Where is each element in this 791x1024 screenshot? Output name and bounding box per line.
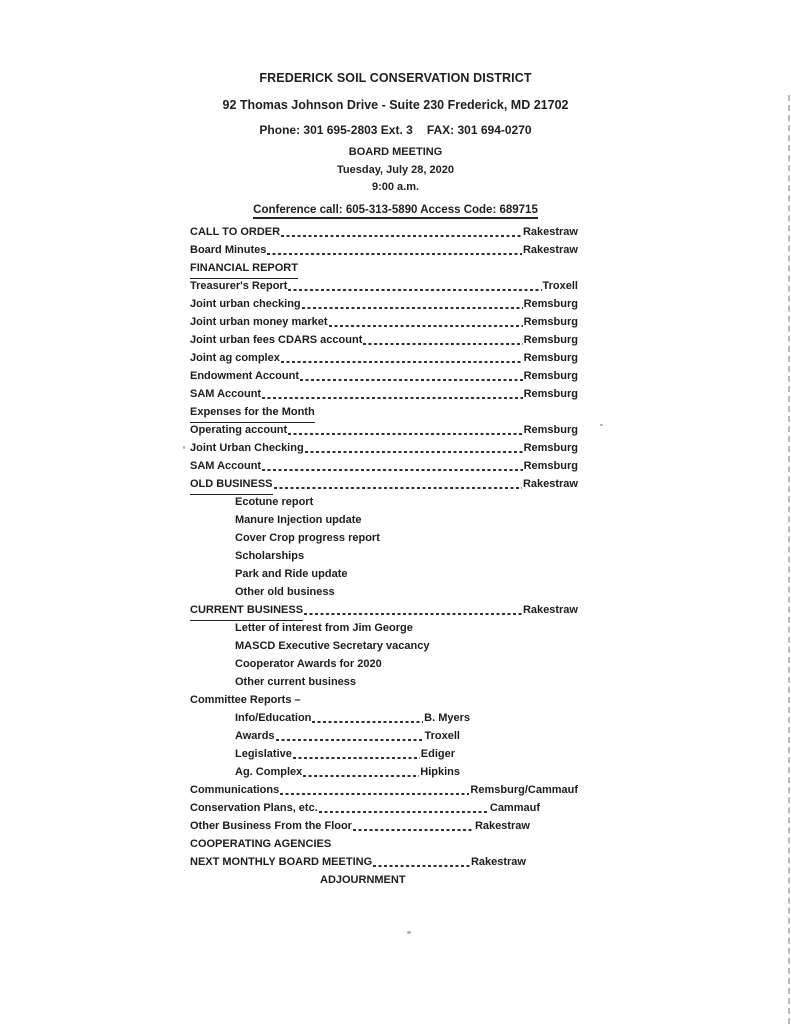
scan-speck [600, 424, 603, 426]
agenda-item-assignee: Cammauf [489, 802, 540, 814]
agenda-item-label: Endowment Account [190, 370, 299, 382]
agenda-item-label: NEXT MONTHLY BOARD MEETING [190, 856, 373, 868]
dash-leader [267, 253, 522, 255]
agenda-item-label: Cooperator Awards for 2020 [235, 658, 382, 670]
agenda-item-label: Committee Reports – [190, 694, 301, 706]
agenda-item-label: Other Business From the Floor [190, 820, 352, 832]
agenda-item-assignee: Remsburg [523, 370, 578, 382]
document-header [0, 0, 791, 219]
dash-leader [274, 487, 522, 489]
agenda-row [190, 331, 578, 349]
agenda-item-label: COOPERATING AGENCIES [190, 838, 332, 850]
district-address: 92 Thomas Johnson Drive - Suite 230 Frederick, MD 21702 [222, 98, 569, 112]
agenda-item-label: Ecotune report [235, 496, 314, 508]
dash-leader [303, 775, 419, 777]
agenda-list [190, 223, 578, 889]
agenda-item-label: Joint urban fees CDARS account [190, 334, 363, 346]
agenda-row [190, 259, 578, 277]
agenda-item-label: Expenses for the Month [190, 403, 315, 423]
agenda-item-label: ADJOURNMENT [320, 874, 406, 886]
agenda-item-label: SAM Account [190, 460, 262, 472]
agenda-item-assignee: Remsburg/Cammauf [470, 784, 578, 796]
conference-call-line-wrap [0, 200, 791, 219]
agenda-item-label: Treasurer's Report [190, 280, 288, 292]
agenda-item-label: Conservation Plans, etc. [190, 802, 318, 814]
dash-leader [304, 613, 522, 615]
agenda-item-label: Manure Injection update [235, 514, 362, 526]
agenda-row [190, 673, 578, 691]
agenda-item-assignee: Rakestraw [522, 226, 578, 238]
agenda-row [190, 385, 578, 403]
dash-leader [329, 325, 523, 327]
agenda-row [190, 817, 530, 835]
agenda-item-label: OLD BUSINESS [190, 475, 273, 495]
agenda-item-label: Cover Crop progress report [235, 532, 380, 544]
agenda-row [190, 745, 455, 763]
agenda-row [190, 835, 578, 853]
agenda-item-assignee: Rakestraw [522, 604, 578, 616]
agenda-row [190, 583, 578, 601]
agenda-row [190, 871, 578, 889]
agenda-row [190, 601, 578, 619]
agenda-item-label: Park and Ride update [235, 568, 348, 580]
dash-leader [373, 865, 470, 867]
agenda-row [190, 493, 578, 511]
agenda-item-label: Joint Urban Checking [190, 442, 304, 454]
agenda-row [190, 691, 578, 709]
agenda-item-assignee: Ediger [420, 748, 455, 760]
agenda-item-assignee: Remsburg [523, 352, 578, 364]
agenda-item-label: Board Minutes [190, 244, 267, 256]
agenda-item-assignee: Troxell [542, 280, 578, 292]
agenda-item-assignee: Rakestraw [470, 856, 526, 868]
agenda-item-label: MASCD Executive Secretary vacancy [235, 640, 430, 652]
agenda-item-assignee: Remsburg [523, 424, 578, 436]
dash-leader [302, 307, 523, 309]
dash-leader [262, 397, 523, 399]
phone-fax-line [0, 123, 791, 137]
dash-leader [276, 739, 424, 741]
dash-leader [353, 829, 474, 831]
agenda-row [190, 655, 578, 673]
agenda-row [190, 799, 540, 817]
agenda-item-assignee: Remsburg [523, 388, 578, 400]
agenda-item-assignee: Hipkins [420, 766, 460, 778]
agenda-row [190, 421, 578, 439]
dash-leader [363, 343, 522, 345]
agenda-item-label: Joint urban money market [190, 316, 328, 328]
dash-leader [305, 451, 523, 453]
agenda-row [190, 367, 578, 385]
agenda-row [190, 619, 578, 637]
agenda-row [190, 439, 578, 457]
fax-number: FAX: 301 694-0270 [426, 123, 532, 137]
agenda-row [190, 403, 578, 421]
agenda-item-label: Joint urban checking [190, 298, 301, 310]
agenda-item-label: Scholarships [235, 550, 305, 562]
agenda-row [190, 547, 578, 565]
agenda-row [190, 853, 526, 871]
agenda-row [190, 637, 578, 655]
agenda-row [190, 763, 460, 781]
scan-speck [407, 931, 411, 934]
agenda-row [190, 223, 578, 241]
agenda-item-label: FINANCIAL REPORT [190, 259, 298, 279]
agenda-item-label: CURRENT BUSINESS [190, 601, 303, 621]
agenda-item-label: Ag. Complex [235, 766, 303, 778]
dash-leader [312, 721, 423, 723]
dash-leader [281, 361, 523, 363]
dash-leader [288, 289, 541, 291]
agenda-row [190, 457, 578, 475]
meeting-type: BOARD MEETING [348, 146, 443, 158]
agenda-row [190, 565, 578, 583]
agenda-row [190, 511, 578, 529]
agenda-row [190, 295, 578, 313]
phone-number: Phone: 301 695-2803 Ext. 3 [259, 123, 413, 137]
agenda-row [190, 475, 578, 493]
scan-speck [183, 446, 185, 449]
agenda-item-assignee: Remsburg [523, 298, 578, 310]
agenda-row [190, 349, 578, 367]
agenda-item-label: Operating account [190, 424, 288, 436]
agenda-row [190, 241, 578, 259]
agenda-item-label: Legislative [235, 748, 292, 760]
agenda-item-label: CALL TO ORDER [190, 226, 281, 238]
agenda-item-assignee: Remsburg [523, 460, 578, 472]
conference-call-info: Conference call: 605-313-5890 Access Code: 689715 [253, 204, 538, 219]
agenda-item-assignee: Rakestraw [474, 820, 530, 832]
agenda-item-assignee: Remsburg [523, 442, 578, 454]
dash-leader [280, 793, 469, 795]
agenda-item-assignee: Troxell [424, 730, 460, 742]
agenda-item-assignee: Remsburg [523, 316, 578, 328]
dash-leader [262, 469, 523, 471]
scan-artifact-right-edge [788, 95, 790, 1024]
agenda-row [190, 529, 578, 547]
dash-leader [288, 433, 522, 435]
meeting-time: 9:00 a.m. [371, 181, 420, 193]
agenda-item-label: Letter of interest from Jim George [235, 622, 413, 634]
agenda-item-label: Communications [190, 784, 280, 796]
dash-leader [293, 757, 420, 759]
dash-leader [300, 379, 523, 381]
agenda-row [190, 781, 578, 799]
agenda-item-label: Other old business [235, 586, 335, 598]
dash-leader [319, 811, 489, 813]
agenda-row [190, 277, 578, 295]
agenda-item-assignee: Rakestraw [522, 478, 578, 490]
meeting-date: Tuesday, July 28, 2020 [337, 164, 454, 176]
agenda-row [190, 709, 470, 727]
agenda-row [190, 313, 578, 331]
document-title: FREDERICK SOIL CONSERVATION DISTRICT [259, 71, 532, 85]
agenda-item-assignee: Rakestraw [522, 244, 578, 256]
agenda-row [190, 727, 460, 745]
agenda-item-assignee: Remsburg [523, 334, 578, 346]
dash-leader [281, 235, 522, 237]
agenda-item-assignee: B. Myers [424, 712, 470, 724]
agenda-item-label: Joint ag complex [190, 352, 280, 364]
agenda-item-label: Awards [235, 730, 275, 742]
agenda-item-label: SAM Account [190, 388, 262, 400]
agenda-item-label: Info/Education [235, 712, 312, 724]
agenda-item-label: Other current business [235, 676, 357, 688]
